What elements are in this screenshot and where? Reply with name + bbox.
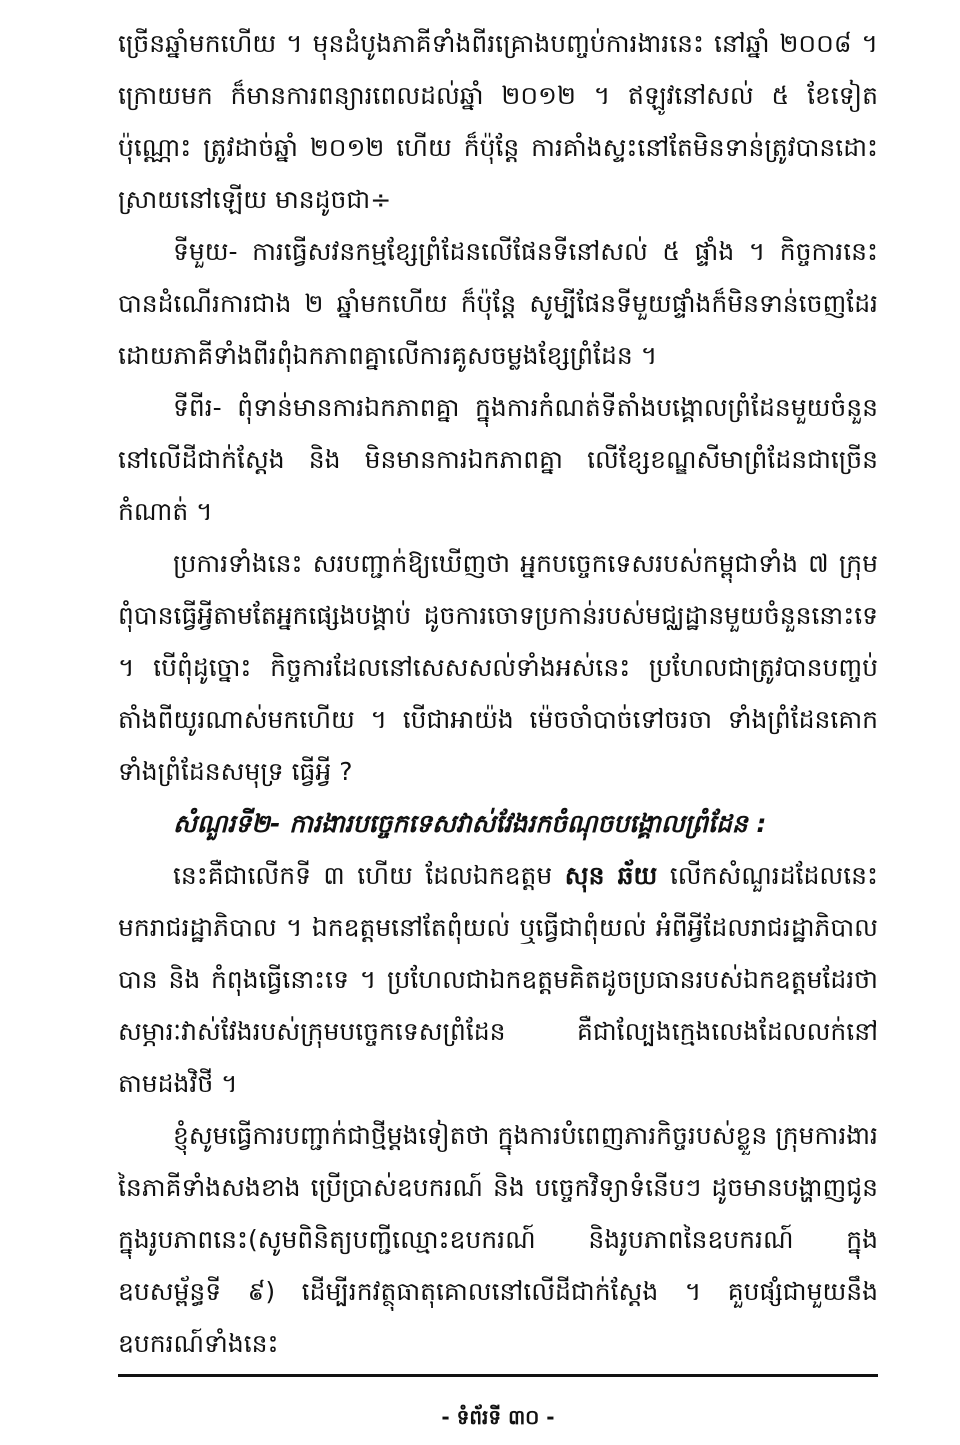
document-body — [118, 18, 878, 1370]
paragraph-4: ប្រការទាំងនេះ សរបញ្ជាក់ឱ្យឃើញថា អ្នកបច្ចេកទេសរបស់កម្ពុជាទាំង ៧ ក្រុម ពុំបានធ្វើអ្វីតាមតែអ្នកផ្សេងបង្គាប់ ដូចការចោទប្រកាន់របស់មជ្ឈដ្ឋានមួយចំនួននោះទេ ។ បើពុំដូច្នោះ កិច្ចការដែលនៅសេសសល់ទាំងអស់នេះ ប្រហែលជាត្រូវបានបញ្ចប់តាំងពីយូរណាស់មកហើយ ។ បើជាអាយ៉ង ម៉េចចាំបាច់ទៅចរចា ទាំងព្រំដែនគោក ទាំងព្រំដែនសមុទ្រ ធ្វើអ្វី ? — [118, 549, 878, 786]
paragraph-1: ច្រើនឆ្នាំមកហើយ ។ មុនដំបូងភាគីទាំងពីរគ្រោងបញ្ចប់ការងារនេះ នៅឆ្នាំ ២០០៨ ។ ក្រោយមក ក៏មានការពន្យារពេលដល់ឆ្នាំ ២០១២ ។ ឥឡូវនៅសល់ ៥ ខែទៀតប៉ុណ្ណោះ ត្រូវដាច់ឆ្នាំ ២០១២ ហើយ ក៏ប៉ុន្តែ ការគាំងស្ទះនៅតែមិនទាន់ត្រូវបានដោះស្រាយនៅឡើយ មានដូចជា÷ — [118, 29, 878, 214]
page-number: - ទំព័រទី ៣០ - — [441, 1405, 555, 1429]
paragraph-5-body: លើកសំណួរដដែលនេះមករាជរដ្ឋាភិបាល ។ ឯកឧត្តមនៅតែពុំយល់ ឬធ្វើជាពុំយល់ អំពីអ្វីដែលរាជរដ្ឋាភិបាលបាន និង កំពុងធ្វើនោះទេ ។ ប្រហែលជាឯកឧត្តមគិតដូចប្រធានរបស់ឯកឧត្តមដែរថា សម្ភារៈវាស់វែងរបស់ក្រុមបច្ចេកទេសព្រំដែន គឺជាល្បែងក្មេងលេងដែលលក់នៅតាមដងវិថី ។ — [118, 861, 878, 1098]
paragraph-3: ទីពីរ- ពុំទាន់មានការឯកភាពគ្នា ក្នុងការកំណត់ទីតាំងបង្គោលព្រំដែនមួយចំនួននៅលើដីជាក់ស្តែង និង មិនមានការឯកភាពគ្នា លើខ្សែខណ្ឌសីមាព្រំដែនជាច្រើនកំណាត់ ។ — [118, 393, 878, 526]
person-name: សុន ឆ័យ — [564, 861, 658, 890]
section-heading: សំណួរទី២- ការងារបច្ចេកទេសវាស់វែងរកចំណុចបង្គោលព្រំដែន : — [173, 809, 767, 838]
paragraph-6: ខ្ញុំសូមធ្វើការបញ្ជាក់ជាថ្មីម្តងទៀតថា ក្នុងការបំពេញភារកិច្ចរបស់ខ្លួន ក្រុមការងារនៃភាគីទាំងសងខាង ប្រើប្រាស់ឧបករណ៍ និង បច្ចេកវិទ្យាទំនើបៗ ដូចមានបង្ហាញជូនក្នុងរូបភាពនេះ(សូមពិនិត្យបញ្ជីឈ្មោះឧបករណ៍ និងរូបភាពនៃឧបករណ៍ ក្នុងឧបសម្ព័ន្ធទី ៩) ដើម្បីរកវត្ថុធាតុគោលនៅលើដីជាក់ស្តែង ។ គួបផ្សំជាមួយនឹង ឧបករណ៍ទាំងនេះ — [118, 1121, 878, 1358]
paragraph-5-intro: នេះគឺជាលើកទី ៣ ហើយ ដែលឯកឧត្តម — [173, 861, 565, 890]
paragraph-5 — [118, 850, 878, 1110]
footer-divider — [118, 1374, 878, 1377]
paragraph-2: ទីមួយ- ការធ្វើសវនកម្មខ្សែព្រំដែនលើផែនទីនៅសល់ ៥ ផ្ទាំង ។ កិច្ចការនេះ បានដំណើរការជាង ២ ឆ្នាំមកហើយ ក៏ប៉ុន្តែ សូម្បីផែនទីមួយផ្ទាំងក៏មិនទាន់ចេញដែរ ដោយភាគីទាំងពីរពុំឯកភាពគ្នាលើការគូសចម្លងខ្សែព្រំដែន ។ — [118, 237, 878, 370]
